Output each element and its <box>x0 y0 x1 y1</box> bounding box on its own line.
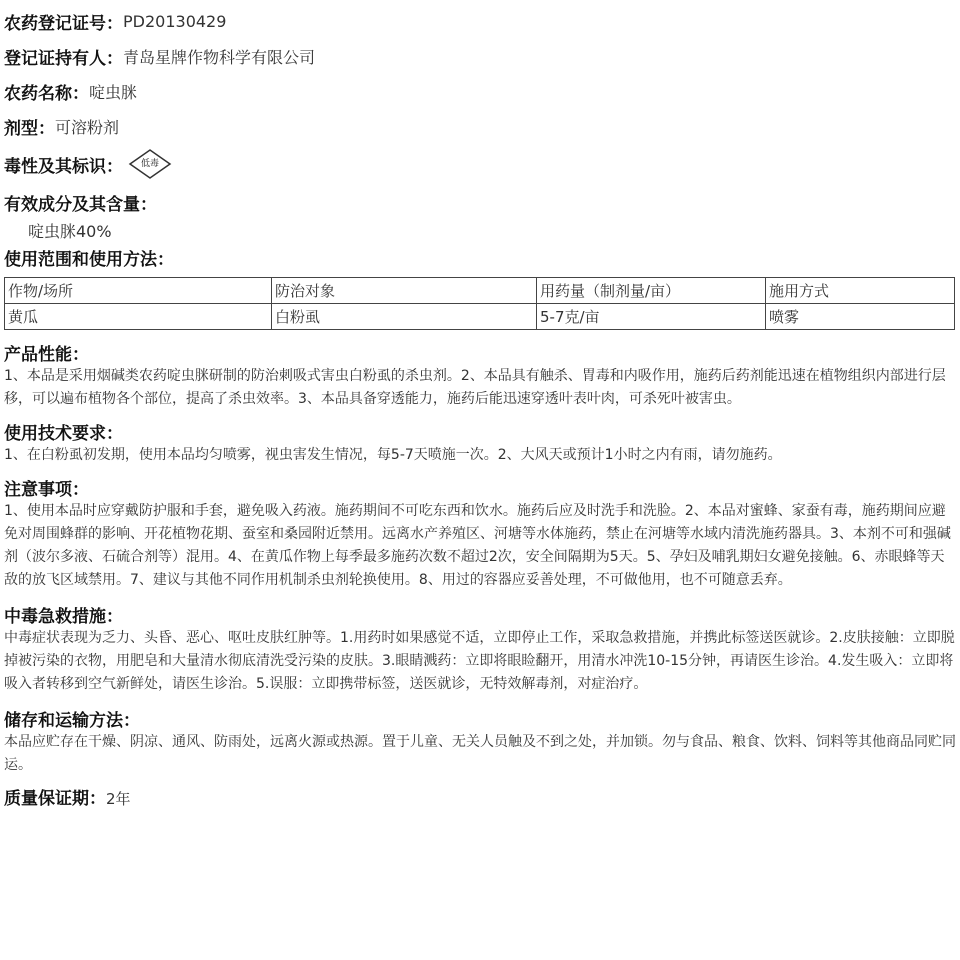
toxicity-label: 毒性及其标识： <box>4 156 123 177</box>
table-row <box>5 304 955 330</box>
pesticide-name-label: 农药名称： <box>4 84 89 104</box>
precautions-text: 1、使用本品时应穿戴防护服和手套，避免吸入药液。施药期间不可吃东西和饮水。施药后应及时洗手和洗脸。2、本品对蜜蜂、家蚕有毒，施药期间应避免对周围蜂群的影响、开花植物花期、蚕室和桑园附近禁用。远离水产养殖区、河塘等水体施药，禁止在河塘等水域内清洗施药器具。3、本剂不可和强碱剂（波尔多液、石硫合剂等）混用。4、在黄瓜作物上每季最多施药次数不超过2次，安全间隔期为5天。5、孕妇及哺乳期妇女避免接触。6、赤眼蜂等天敌的放飞区域禁用。7、建议与其他不同作用机制杀虫剂轮换使用。8、用过的容器应妥善处理，不可做他用，也不可随意丢弃。 <box>4 503 951 588</box>
first-aid-heading: 中毒急救措施： <box>4 607 123 627</box>
table-header-row <box>5 278 955 304</box>
quality-period-value: 2年 <box>106 790 131 808</box>
registration-number-row <box>4 4 956 39</box>
technique-heading: 使用技术要求： <box>4 424 123 444</box>
quality-period-row <box>4 785 956 813</box>
toxicity-badge-text: 低毒 <box>140 159 159 169</box>
formulation-row <box>4 109 956 144</box>
pesticide-label-document <box>4 4 956 813</box>
toxicity-row <box>4 144 956 184</box>
ingredients-value: 啶虫脒40% <box>28 222 112 241</box>
cell-crop: 黄瓜 <box>5 304 272 330</box>
performance-heading: 产品性能： <box>4 345 89 365</box>
technique-text: 1、在白粉虱初发期，使用本品均匀喷雾，视虫害发生情况，每5-7天喷施一次。2、大风天或预计1小时之内有雨，请勿施药。 <box>4 447 782 463</box>
storage-heading: 储存和运输方法： <box>4 711 140 731</box>
cell-method: 喷雾 <box>766 304 955 330</box>
pesticide-name-value: 啶虫脒 <box>89 83 138 102</box>
column-header-target: 防治对象 <box>272 278 537 304</box>
column-header-method: 施用方式 <box>766 278 955 304</box>
certificate-holder-row <box>4 39 956 74</box>
ingredients-heading: 有效成分及其含量： <box>4 195 157 215</box>
storage-text: 本品应贮存在干燥、阴凉、通风、防雨处，远离火源或热源。置于儿童、无关人员触及不到之处，并加锁。勿与食品、粮食、饮料、饲料等其他商品同贮同运。 <box>4 734 956 773</box>
usage-heading: 使用范围和使用方法： <box>4 250 174 270</box>
performance-text: 1、本品是采用烟碱类农药啶虫脒研制的防治刺吸式害虫白粉虱的杀虫剂。2、本品具有触杀、胃毒和内吸作用，施药后药剂能迅速在植物组织内部进行层移，可以遍布植物各个部位，提高了杀虫效率。3、本品具备穿透能力，施药后能迅速穿透叶表叶肉，可杀死叶被害虫。 <box>4 368 946 407</box>
cell-target: 白粉虱 <box>272 304 537 330</box>
formulation-label: 剂型： <box>4 119 55 139</box>
certificate-holder-value: 青岛星牌作物科学有限公司 <box>123 48 316 67</box>
cell-dosage: 5-7克/亩 <box>537 304 766 330</box>
formulation-value: 可溶粉剂 <box>55 118 120 137</box>
column-header-dosage: 用药量（制剂量/亩） <box>537 278 766 304</box>
registration-number-value: PD20130429 <box>123 12 227 31</box>
first-aid-text: 中毒症状表现为乏力、头昏、恶心、呕吐皮肤红肿等。1.用药时如果感觉不适，立即停止工作，采取急救措施，并携此标签送医就诊。2.皮肤接触：立即脱掉被污染的衣物，用肥皂和大量清水彻底清洗受污染的皮肤。3.眼睛溅药：立即将眼睑翻开，用清水冲洗10-15分钟，再请医生诊治。4.发生吸入：立即将吸入者转移到空气新鲜处，请医生诊治。5.误服：立即携带标签，送医就诊，无特效解毒剂，对症治疗。 <box>4 630 955 692</box>
precautions-heading: 注意事项： <box>4 480 89 500</box>
column-header-crop: 作物/场所 <box>5 278 272 304</box>
certificate-holder-label: 登记证持有人： <box>4 49 123 69</box>
usage-table <box>4 277 955 330</box>
low-toxicity-badge-icon <box>127 148 173 180</box>
quality-period-label: 质量保证期： <box>4 789 106 809</box>
pesticide-name-row <box>4 74 956 109</box>
registration-number-label: 农药登记证号： <box>4 14 123 34</box>
